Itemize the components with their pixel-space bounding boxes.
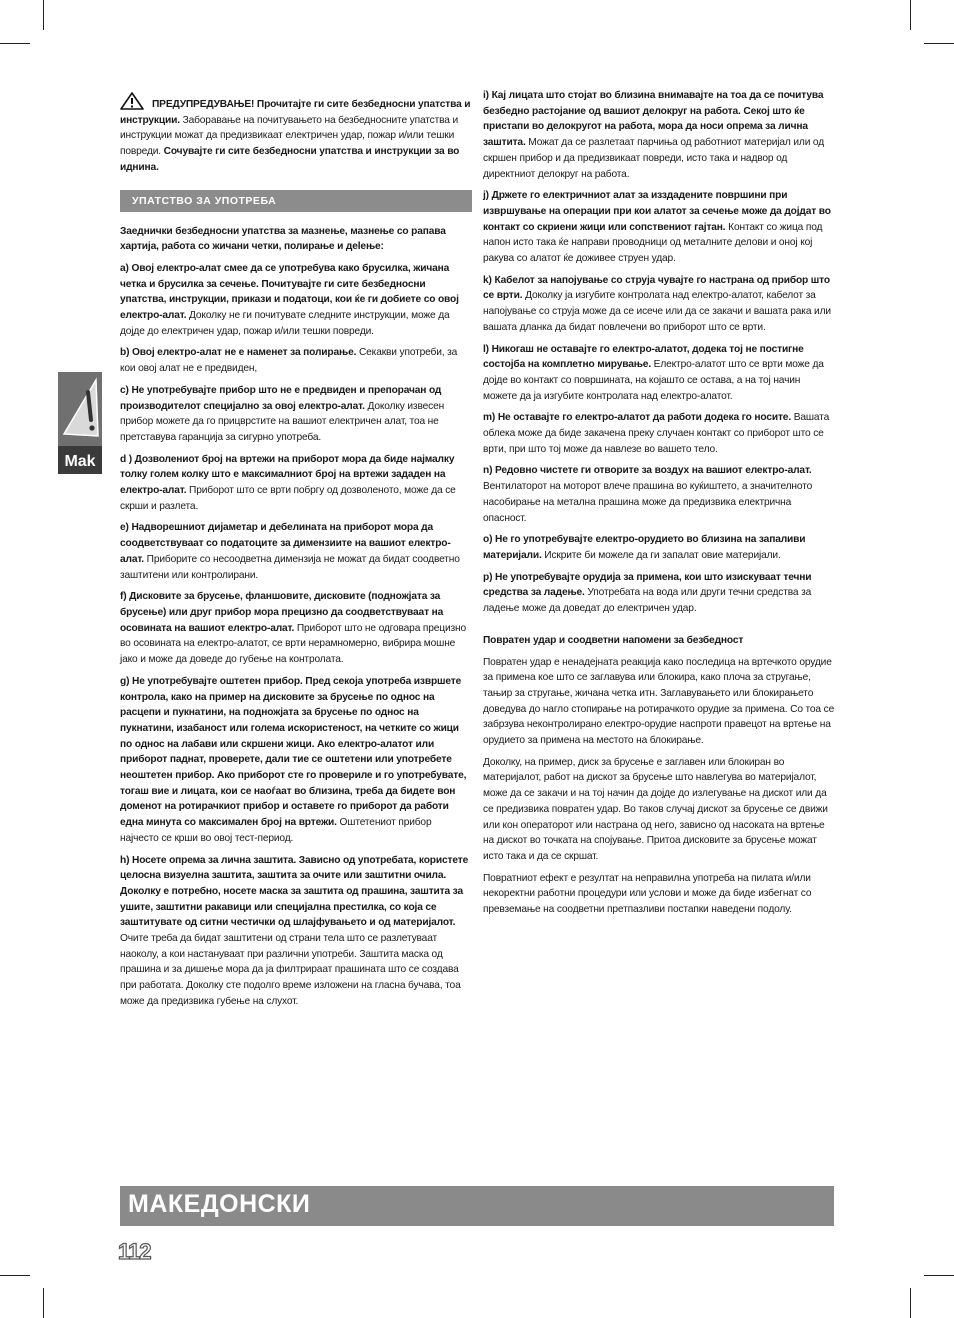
safety-item-bold: l) Никогаш не оставајте го електро-алатот, додека тој не постигне состојба на комплетно мирување.	[483, 343, 804, 371]
safety-item-text: Приборите со несоодветна димензија не можат да бидат соодветно заштитени или контролирани.	[120, 553, 460, 581]
footer-title: МАКЕДОНСКИ	[128, 1190, 311, 1218]
crop-mark	[0, 43, 30, 44]
safety-item-bold: i) Кај лицата што стојат во близина внимавајте на тоа да се почитува безбедно растојание од вашиот делокруг на работа. Секој што ќе пристапи во делокругот на работа, мора да носи опрема за лична заштита.	[483, 90, 824, 149]
safety-item	[483, 570, 835, 617]
footer-language-bar	[120, 1186, 834, 1226]
kickback-paragraph-3: Повратниот ефект е резултат на неправилна употреба на пилата и/или некоректни работни процедури или услови и може да биде избегнат со превземање на соодветни претпазливи постапки наведени подолу.	[483, 872, 812, 916]
safety-items-left	[120, 261, 472, 1010]
language-side-tab	[58, 372, 102, 474]
safety-item-bold: p) Не употребувајте орудија за примена, кои што изискуваат течни средства за ладење.	[483, 571, 812, 599]
safety-item-text: Доколку не ги почитувате следните инструкции, може да дојде до електричен удар, пожар и/или тешки повреди.	[120, 310, 450, 337]
safety-item-text: Контакт со жица под напон исто така ќе направи проводници од металните делови и оној кој ракува со алатот ќе доживее струен удар.	[483, 221, 823, 265]
safety-item	[120, 674, 472, 847]
crop-mark	[0, 1275, 30, 1276]
safety-item-bold: e) Надворешниот дијаметар и дебелината на приборот мора да соодветствуваат со податоците за димензиите на вашиот електро-алат.	[120, 522, 451, 565]
safety-item-text: Приборот што не одговара прецизно во осовината на електро-алатот, се врти нерамномерно, вибрира мошне јако и може да доведе до губење на контролата.	[120, 622, 467, 666]
warning-triangle-icon	[120, 92, 144, 110]
safety-item-text: Доколку извесен прибор можете да го прицврстите на вашиот електричен алат, тоа не претставува гаранција за сигурно употреба.	[120, 400, 445, 443]
crop-mark	[43, 1288, 44, 1318]
safety-item-bold: a) Овој електро-алат смее да се употребува како брусилка, жичана четка и брусилка за сечење. Почитувајте ги сите безбедносни упатства, инструкции, прикази и податоци, кои ќе ги добиете со овој електро-алат.	[120, 262, 459, 322]
safety-item	[483, 342, 835, 405]
crop-mark	[924, 43, 954, 44]
safety-item-text: Оштетениот прибор најчесто се крши во овој тест-период.	[120, 817, 432, 844]
crop-mark	[910, 1288, 911, 1318]
safety-item-text: Електро-алатот што се врти може да дојде во контакт со површината, на којашто се оставa, а на тој начин можете да ја изгубите контролата над електро-алатот.	[483, 359, 824, 402]
safety-item-bold: h) Носете опрема за лична заштита. Зависно од употребата, користете целосна визуелна заштита, заштита за очите или заштитни очила. Доколку е потребно, носете маска за заштита од прашина, заштита за ушите, заштитни ракавици или специјална престилка, со која се заштитувате од ситни честички од шлајфувањето и од материјалот.	[120, 854, 469, 929]
safety-item-bold: n) Редовно чистете ги отворите за воздух на вашиот електро-алат.	[483, 465, 812, 477]
safety-item	[483, 273, 835, 336]
kickback-heading: Повратен удар и соодветни напомени за безбедност	[483, 634, 744, 646]
crop-mark	[924, 1275, 954, 1276]
tab-top-panel	[58, 372, 102, 446]
crop-mark	[43, 0, 44, 30]
warning-bold-2: Сочувајте ги сите безбедносни упатства и инструкции за во иднина.	[120, 146, 460, 173]
safety-item	[120, 853, 472, 1010]
safety-item-bold: k) Кабелот за напојување со струја чувајте го настрана од прибор што се врти.	[483, 274, 830, 302]
safety-item	[483, 88, 835, 182]
left-heading: Заеднички безбедносни упатства за мазнење, мазнење со рапава хартија, работа со жичани четки, полирање и деleње:	[120, 225, 446, 253]
safety-item	[120, 261, 472, 340]
spacer	[483, 623, 835, 633]
safety-item	[120, 345, 472, 376]
warning-paragraph	[120, 92, 472, 176]
exclamation-warning-icon	[58, 372, 102, 446]
safety-item-text: Употребата на вода или други течни средства за ладење може да доведат до електричен удар.	[483, 587, 812, 615]
safety-item-text: Искрите би можеле да ги запалат овие материјали.	[541, 549, 781, 561]
safety-items-right	[483, 88, 835, 617]
safety-item-bold: f) Дисковите за брусење, фланшовите, дисковите (подножјата за брусење) или друг прибор мора прецизно да соодветствуваат на осовината на вашиот електро-алат.	[120, 591, 444, 634]
warning-bold-1: ПРЕДУПРЕДУВАЊЕ! Прочитајте ги сите безбедносни упатства и инструкции.	[120, 99, 471, 126]
safety-item-text: Приборот што се врти побргу од дозволеното, може да се скрши и разлета.	[120, 485, 456, 512]
safety-item-bold: d ) Дозволениот број на вртежи на приборот мора да биде најмалку толку голем колку што е максималниот број на вртежи зададен на електро-алат.	[120, 453, 455, 497]
kickback-paragraph-2: Доколку, на пример, диск за брусење е заглавен или блокиран во материјалот, работ на дискот за брусење што навлегува во материјалот, може да се закачи и на тој начин да дојде до излегување на дискот или да се предизвика повратен удар. Во таков случај дискот за брусење се движи или кон операторот или настрана од него, зависно од насоката на вртење на дискот во точката на спојување. Притоа дисковите за брусење можат исто така и да се скршат.	[483, 756, 828, 862]
right-column	[483, 88, 835, 924]
safety-item-text: Секакви употреби, за кои овој алат не е предвиден,	[120, 347, 458, 375]
page-number: 112	[118, 1239, 151, 1264]
warning-text-1: Заборавање на почитувањето на безбедносните упатства и инструкции можат да предизвикаат електричен удар, пожар и/или тешки повреди.	[120, 114, 458, 158]
safety-item	[483, 532, 835, 563]
left-column	[120, 88, 472, 1016]
safety-item	[483, 463, 835, 526]
safety-item	[120, 589, 472, 668]
safety-item-bold: j) Држете го електричниот алат за изздадените површини при извршување на операции при кои алатот за сечење може да дојдат во контакт со скриени жици или сопствениот гајтан.	[483, 190, 831, 233]
safety-item	[483, 410, 835, 457]
safety-item-text: Вентилаторот на моторот влече прашина во куќиштето, а значителното насобирање на метална прашина може да предизвика електрична опасност.	[483, 481, 813, 524]
safety-item-bold: g) Не употребувајте оштетен прибор. Пред секоја употреба извршете контрола, како на пример на дисковите за брусење по однос на расцепи и пукнатини, на подножјата за брусење по однос на пукнатини, изабаност или голема искористеност, на четките со жици по однос на лабави или скршени жици. Ако електро-алатот или приборот паднат, проверете, дали тие се оштетени или употребете неоштетен прибор. Ако приборот сте го провериле и го употребувате, тогаш вие и лицата, кои се наоѓаат во близина, треба да бидете вон доменот на ротирачкиот прибор и оставете го приборот да работи една минута со максимален број на вртежи.	[120, 675, 467, 829]
safety-item-bold: b) Овој електро-алат не е наменет за полирање.	[120, 347, 357, 359]
safety-item-bold: m) Не оставајте го електро-алатот да работи додека го носите.	[483, 412, 792, 424]
safety-item-bold: o) Не го употребувајте електро-орудието во близина на запаливи материјали.	[483, 534, 806, 561]
safety-item	[120, 383, 472, 446]
section-title-bar: УПАТСТВО ЗА УПОТРЕБА	[120, 190, 472, 212]
kickback-paragraph-1: Повратен удар е ненадејната реакција како последица на вртечкото орудие за примена кое што се заглавува или блокира, како плоча за стругање, тањир за стругање, жичана четка итн. Заглавувањето или блокирањето доведува до нагло стопирање на ротирачкото орудие за примена. Со тоа се забрзува неконтролирано електро-орудие наспроти правецот на вртење на орудието за примена на местото на блокирање.	[483, 656, 835, 747]
safety-item-bold: c) Не употребувајте прибор што не е предвиден и препорачан од производителот специјално за овој електро-алат.	[120, 384, 442, 412]
side-tab-label: Mak	[64, 453, 96, 470]
safety-item-text: Вашата облека може да биде закачена преку случаен контакт со приборот што се врти, при што тој може да навлезе во вашето тело.	[483, 412, 830, 455]
safety-item	[483, 188, 835, 267]
crop-mark	[910, 0, 911, 30]
safety-item	[120, 452, 472, 515]
safety-item-text: Очите треба да бидат заштитени од страни тела што се разлетуваат наоколу, а кои настануваат при различни употреби. Заштита маска од прашина и за дишење мора да ја филтрираат прашината што се создава при работата. Доколку сте подолго време изложени на гласна бучава, тоа може да предизвика губење на слухот.	[120, 933, 461, 1007]
safety-item	[120, 520, 472, 583]
safety-item-text: Можат да се разлетаат парчиња од работниот материјал или од скршен прибор и да предизвикаат повреди, исто така и надвор од директниот делокруг на работа.	[483, 137, 824, 180]
safety-item-text: Доколку ја изгубите контролата над електро-алатот, кабелот за напојување со струја може да се исече или да се закачи и вашата рака или вашата дланка да бидат повлечени во приборот што се врти.	[483, 290, 831, 333]
